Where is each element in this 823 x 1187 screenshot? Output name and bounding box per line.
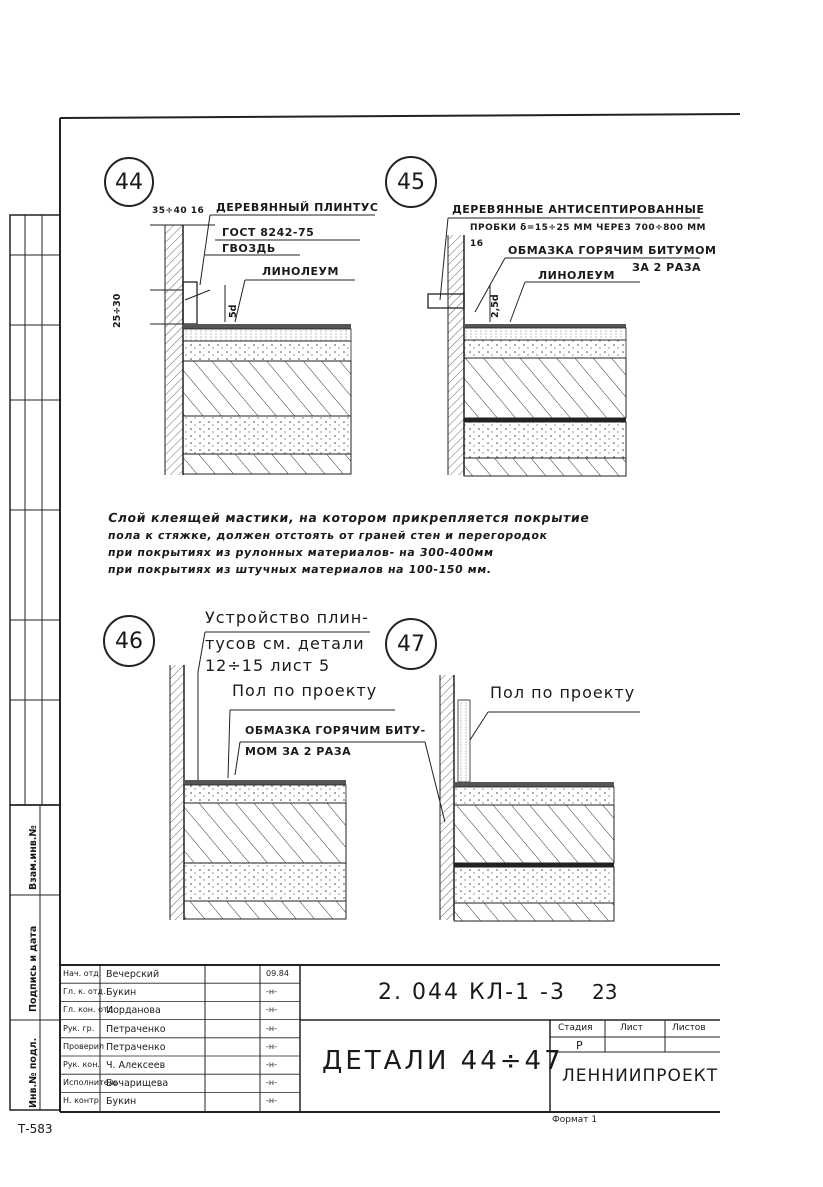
note-line-3: при покрытиях из рулонных материалов- на 300-400мм [107, 546, 495, 559]
sheet-number: 23 [592, 980, 618, 1004]
d44-linoleum-label: ЛИНОЛЕУМ [262, 265, 339, 278]
footer-format: Формат 1 [552, 1115, 598, 1125]
detail-47-drawing [425, 675, 640, 921]
title-block-date: -н- [266, 1078, 278, 1088]
sheet-header: Лист [620, 1023, 643, 1033]
title-block-role: Н. контр. [63, 1096, 102, 1106]
title-block-name: Букин [106, 1096, 137, 1108]
title-block-name: Иорданова [106, 1005, 161, 1017]
sheets-header: Листов [672, 1023, 706, 1033]
detail-47-marker: 47 [385, 618, 437, 670]
d46-floor-label: Пол по проекту [232, 681, 378, 700]
d45-dim-top: 16 [470, 239, 484, 249]
drawing-title: ДЕТАЛИ 44÷47 [322, 1046, 564, 1076]
stamp-podpis-data: Подпись и дата [28, 925, 39, 1012]
d46-device-line-2: тусов см. детали [205, 634, 365, 653]
detail-44-marker: 44 [104, 157, 154, 207]
title-block-role: Гл. кон. отд. [63, 1005, 116, 1015]
title-block-role: Гл. к. отд. [63, 987, 106, 997]
title-block-name: Вечерский [106, 969, 160, 980]
detail-45-marker: 45 [385, 156, 437, 208]
title-block-rows [60, 983, 300, 1092]
d44-dim-small: 5d [228, 304, 239, 318]
stamp-inv-podl: Инв.№ подл. [28, 1037, 39, 1108]
d45-linoleum-label: ЛИНОЛЕУМ [538, 269, 615, 282]
d44-dim-side: 25÷30 [112, 293, 123, 328]
stamp-vzam-inv: Взам.инв.№ [28, 825, 39, 890]
title-block-date: -н- [266, 1096, 278, 1106]
d44-dim-top: 35÷40 16 [152, 206, 205, 216]
footer-code: Т-583 [18, 1122, 53, 1136]
title-block-name: Петраченко [106, 1023, 166, 1035]
d46-coating-line-1: ОБМАЗКА ГОРЯЧИМ БИТУ- [245, 724, 426, 737]
d45-dim-side: 2,5d [490, 294, 501, 318]
title-block-role: Рук. кон. [63, 1060, 100, 1069]
title-block-name: Петраченко [106, 1041, 166, 1053]
title-block-name: Букин [106, 987, 137, 999]
title-block-date: -н- [266, 987, 278, 997]
d45-times-label: ЗА 2 РАЗА [632, 261, 702, 274]
title-block-date: -н- [266, 1005, 278, 1015]
d46-device-line-3: 12÷15 лист 5 [205, 656, 331, 675]
title-block-name: Бочарищева [106, 1078, 169, 1090]
title-block-date: -н- [266, 1023, 278, 1033]
note-line-4: при покрытиях из штучных материалов на 100-150 мм. [107, 563, 493, 576]
d44-gost-label: ГОСТ 8242-75 [222, 226, 315, 239]
stage-header: Стадия [558, 1023, 593, 1033]
d44-skirting-label: ДЕРЕВЯННЫЙ ПЛИНТУС [216, 201, 379, 214]
title-block-role: Рук. гр. [63, 1023, 95, 1033]
title-block-date: -н- [266, 1060, 278, 1069]
d46-coating-line-2: МОМ ЗА 2 РАЗА [245, 745, 352, 758]
stage-value: Р [576, 1039, 583, 1052]
d45-plugs-label: ПРОБКИ δ=15÷25 ММ ЧЕРЕЗ 700÷800 ММ [470, 223, 707, 233]
organization-name: ЛЕННИИПРОЕКТ [562, 1066, 719, 1086]
title-block-date: -н- [266, 1041, 278, 1051]
detail-46-drawing [170, 632, 425, 920]
d45-coating-label: ОБМАЗКА ГОРЯЧИМ БИТУМОМ [508, 244, 717, 257]
title-block-role: Нач. отд. [63, 969, 102, 978]
d45-title-label: ДЕРЕВЯННЫЕ АНТИСЕПТИРОВАННЫЕ [452, 203, 705, 216]
title-block-role: Исполнитель [63, 1078, 119, 1088]
title-block-role: Проверил [63, 1041, 105, 1051]
document-code: 2. 044 КЛ-1 -3 [378, 980, 566, 1005]
d44-nail-label: ГВОЗДЬ [222, 242, 276, 255]
d46-device-line-1: Устройство плин- [205, 608, 369, 627]
note-line-1: Слой клеящей мастики, на котором прикрепляется покрытие [107, 510, 591, 525]
title-block-date: 09.84 [266, 969, 289, 978]
title-block-name: Ч. Алексеев [106, 1060, 166, 1071]
d47-floor-label: Пол по проекту [490, 683, 636, 702]
detail-46-marker: 46 [103, 615, 155, 667]
note-line-2: пола к стяжке, должен отстоять от граней стен и перегородок [107, 529, 549, 542]
